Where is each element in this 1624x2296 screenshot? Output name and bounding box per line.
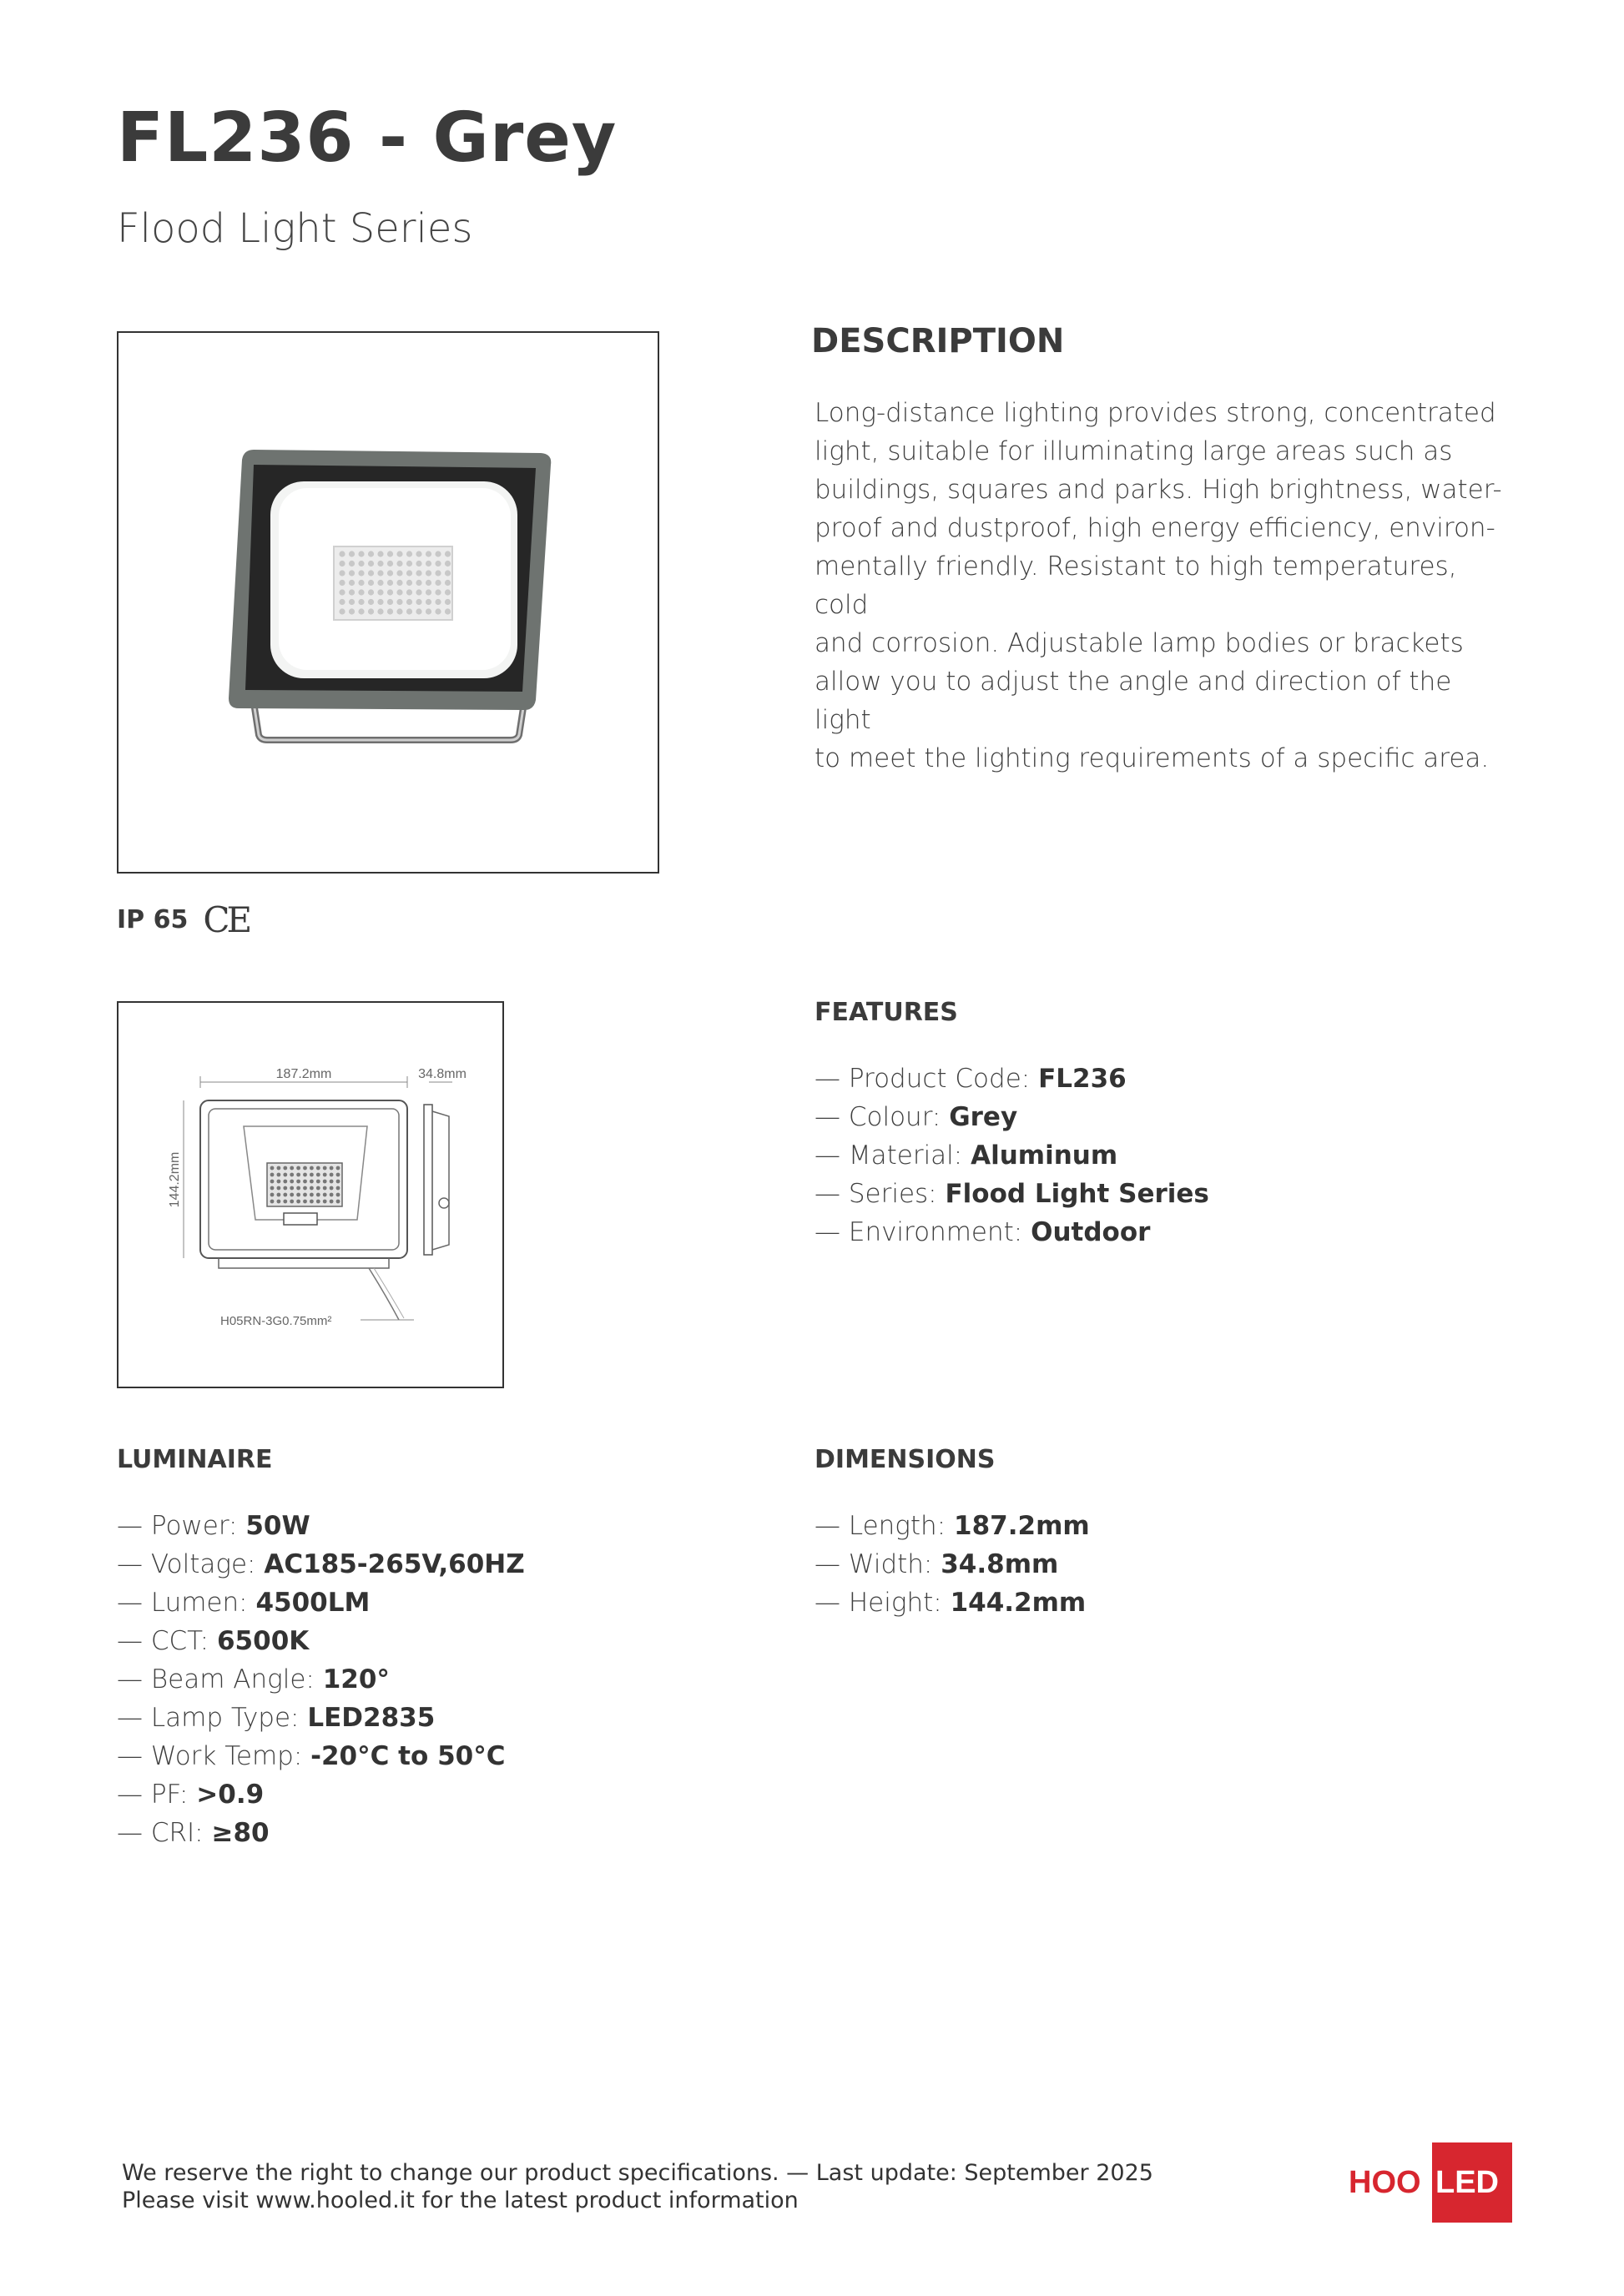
led-dot (349, 561, 355, 566)
list-item: — Product Code: FL236 (815, 1064, 1127, 1094)
led-dot (290, 1166, 294, 1171)
led-dot (277, 1166, 281, 1171)
led-dot (358, 580, 364, 586)
list-item: — PF: >0.9 (117, 1780, 265, 1810)
led-dot (377, 561, 383, 566)
led-dot (426, 570, 431, 576)
led-dot (323, 1180, 327, 1184)
led-dot (349, 570, 355, 576)
led-dot (435, 608, 441, 614)
led-dot (270, 1186, 275, 1191)
led-dot (316, 1180, 320, 1184)
led-dot (416, 570, 421, 576)
led-dot (426, 561, 431, 566)
list-item: — Lamp Type: LED2835 (117, 1703, 436, 1733)
led-dot (339, 608, 345, 614)
led-dot (358, 608, 364, 614)
led-dot (290, 1200, 294, 1204)
led-dot (435, 561, 441, 566)
product-photo-frame (117, 331, 659, 874)
led-dot (270, 1180, 275, 1184)
description-line: to meet the lighting requirements of a specific area. (815, 743, 1490, 773)
led-dot (377, 580, 383, 586)
led-dot (310, 1193, 314, 1197)
led-dot (445, 589, 451, 595)
certification-row (117, 899, 249, 940)
list-item: — Material: Aluminum (815, 1140, 1118, 1171)
led-dot (277, 1186, 281, 1191)
led-dot (283, 1186, 287, 1191)
led-dot (377, 551, 383, 556)
led-dot (323, 1193, 327, 1197)
led-dot (336, 1180, 340, 1184)
led-dot (330, 1173, 334, 1177)
description-line: and corrosion. Adjustable lamp bodies or brackets (815, 628, 1464, 658)
led-dot (445, 551, 451, 556)
led-dot (310, 1180, 314, 1184)
led-dot (426, 580, 431, 586)
led-dot (336, 1186, 340, 1191)
led-dot (435, 589, 441, 595)
led-dot (277, 1180, 281, 1184)
led-dot (339, 561, 345, 566)
list-item: — CRI: ≥80 (117, 1818, 270, 1848)
led-dot (416, 608, 421, 614)
led-dot (349, 608, 355, 614)
led-dot (290, 1173, 294, 1177)
list-item: — Voltage: AC185-265V,60HZ (117, 1549, 525, 1579)
led-dot (349, 589, 355, 595)
list-item: — Height: 144.2mm (815, 1588, 1087, 1618)
led-dot (416, 561, 421, 566)
led-dot (396, 570, 402, 576)
led-dot (336, 1200, 340, 1204)
led-dot (290, 1186, 294, 1191)
led-dot (368, 561, 374, 566)
led-dot (396, 551, 402, 556)
led-dot (283, 1180, 287, 1184)
led-dot (290, 1193, 294, 1197)
led-dot (445, 599, 451, 605)
led-dot (377, 608, 383, 614)
led-dot (283, 1166, 287, 1171)
list-item: — Environment: Outdoor (815, 1217, 1151, 1247)
footer-disclaimer (122, 2159, 1153, 2214)
led-dot (426, 589, 431, 595)
led-dot (316, 1166, 320, 1171)
hooled-logo (1349, 2142, 1512, 2223)
product-title: FL236 - Grey (117, 98, 618, 178)
led-dot (416, 599, 421, 605)
led-dot (406, 599, 412, 605)
led-dot (396, 561, 402, 566)
led-dot (368, 608, 374, 614)
led-dot (426, 608, 431, 614)
led-dot (368, 580, 374, 586)
led-dot (270, 1193, 275, 1197)
led-dot (290, 1180, 294, 1184)
ce-mark-icon: CE (203, 899, 250, 940)
led-dot (358, 570, 364, 576)
description-line: proof and dustproof, high energy efficiency, environ- (815, 513, 1495, 543)
led-dot (435, 551, 441, 556)
led-dot (445, 608, 451, 614)
footer-line: We reserve the right to change our product specifications. — Last update: September 2025 (122, 2160, 1153, 2186)
led-dot (283, 1193, 287, 1197)
led-dot (336, 1173, 340, 1177)
led-dot (316, 1173, 320, 1177)
led-dot (396, 589, 402, 595)
led-dot (339, 599, 345, 605)
led-dot (296, 1186, 300, 1191)
logo-text-led: LED (1435, 2165, 1499, 2200)
led-dot (303, 1193, 307, 1197)
led-dot (435, 599, 441, 605)
list-item: — Power: 50W (117, 1511, 310, 1541)
led-dot (387, 599, 393, 605)
description-line: mentally friendly. Resistant to high temperatures, cold (815, 551, 1457, 620)
led-dot (349, 599, 355, 605)
led-dot (406, 570, 412, 576)
description-line: Long-distance lighting provides strong, concentrated (815, 398, 1496, 428)
features-heading: FEATURES (815, 998, 958, 1027)
led-dot (435, 580, 441, 586)
led-dot (296, 1193, 300, 1197)
description-line: buildings, squares and parks. High brightness, water- (815, 475, 1502, 505)
led-dot (445, 580, 451, 586)
led-dot (270, 1200, 275, 1204)
led-dot (303, 1180, 307, 1184)
led-dot (303, 1186, 307, 1191)
led-dot (330, 1186, 334, 1191)
led-dot (330, 1193, 334, 1197)
ip-rating: IP 65 (117, 905, 189, 934)
led-dot (387, 551, 393, 556)
led-dot (296, 1173, 300, 1177)
led-dot (303, 1200, 307, 1204)
led-dot (426, 599, 431, 605)
list-item: — Colour: Grey (815, 1102, 1018, 1132)
led-dot (336, 1193, 340, 1197)
led-dot (435, 570, 441, 576)
led-dot (303, 1166, 307, 1171)
product-series-subtitle: Flood Light Series (117, 205, 473, 252)
dimensions-list (815, 1507, 1090, 1622)
led-dot (358, 561, 364, 566)
technical-drawing (119, 1003, 506, 1390)
list-item: — Length: 187.2mm (815, 1511, 1090, 1541)
led-dot (406, 589, 412, 595)
list-item: — Beam Angle: 120° (117, 1664, 390, 1694)
led-dot (377, 570, 383, 576)
led-dot (310, 1186, 314, 1191)
floodlight-photo (119, 333, 661, 875)
led-dot (349, 551, 355, 556)
led-dot (377, 589, 383, 595)
description-line: light, suitable for illuminating large areas such as (815, 436, 1453, 466)
length-dimension-label: 187.2mm (275, 1067, 332, 1081)
dimensions-heading: DIMENSIONS (815, 1445, 996, 1474)
led-dot (296, 1166, 300, 1171)
led-dot (336, 1166, 340, 1171)
logo-text-hoo: HOO (1349, 2165, 1421, 2200)
list-item: — Width: 34.8mm (815, 1549, 1059, 1579)
led-dot (277, 1193, 281, 1197)
led-dot (316, 1200, 320, 1204)
led-dot (323, 1186, 327, 1191)
led-dot (339, 589, 345, 595)
description-line: allow you to adjust the angle and direction of the light (815, 667, 1452, 735)
height-dimension-label: 144.2mm (168, 1151, 182, 1208)
led-dot (387, 570, 393, 576)
led-dot (368, 551, 374, 556)
led-dot (387, 608, 393, 614)
led-dot (426, 551, 431, 556)
list-item: — Series: Flood Light Series (815, 1179, 1209, 1209)
led-dot (396, 608, 402, 614)
led-dot (339, 580, 345, 586)
led-dot (387, 561, 393, 566)
led-dot (310, 1200, 314, 1204)
list-item: — Work Temp: -20°C to 50°C (117, 1741, 506, 1771)
description-text (815, 394, 1516, 778)
led-dot (396, 599, 402, 605)
technical-drawing-frame (117, 1001, 504, 1388)
led-dot (445, 570, 451, 576)
led-dot (358, 551, 364, 556)
led-dot (330, 1200, 334, 1204)
led-dot (330, 1166, 334, 1171)
led-dot (368, 589, 374, 595)
led-dot (406, 551, 412, 556)
led-dot (330, 1180, 334, 1184)
led-dot (316, 1186, 320, 1191)
footer-line: Please visit www.hooled.it for the latest product information (122, 2188, 799, 2213)
cable-spec-label: H05RN-3G0.75mm² (220, 1314, 332, 1328)
led-dot (387, 589, 393, 595)
led-dot (270, 1166, 275, 1171)
led-dot (270, 1173, 275, 1177)
led-dot (406, 608, 412, 614)
led-dot (339, 551, 345, 556)
led-dot (406, 580, 412, 586)
led-dot (316, 1193, 320, 1197)
led-dot (303, 1173, 307, 1177)
led-dot (368, 599, 374, 605)
led-dot (368, 570, 374, 576)
led-dot (396, 580, 402, 586)
led-dot (323, 1200, 327, 1204)
description-heading: DESCRIPTION (811, 322, 1065, 360)
led-dot (387, 580, 393, 586)
led-dot (445, 561, 451, 566)
luminaire-heading: LUMINAIRE (117, 1445, 273, 1474)
luminaire-list (117, 1507, 525, 1852)
led-dot (310, 1166, 314, 1171)
led-dot (406, 561, 412, 566)
led-dot (310, 1173, 314, 1177)
features-list (815, 1060, 1209, 1251)
led-dot (416, 580, 421, 586)
led-dot (358, 599, 364, 605)
led-dot (377, 599, 383, 605)
width-dimension-label: 34.8mm (418, 1067, 467, 1081)
list-item: — CCT: 6500K (117, 1626, 310, 1656)
led-dot (296, 1180, 300, 1184)
led-dot (277, 1200, 281, 1204)
led-dot (323, 1173, 327, 1177)
led-dot (296, 1200, 300, 1204)
led-dot (416, 551, 421, 556)
led-dot (358, 589, 364, 595)
led-dot (416, 589, 421, 595)
led-dot (283, 1200, 287, 1204)
list-item: — Lumen: 4500LM (117, 1588, 371, 1618)
led-dot (339, 570, 345, 576)
led-dot (277, 1173, 281, 1177)
led-dot (323, 1166, 327, 1171)
led-dot (283, 1173, 287, 1177)
led-dot (349, 580, 355, 586)
